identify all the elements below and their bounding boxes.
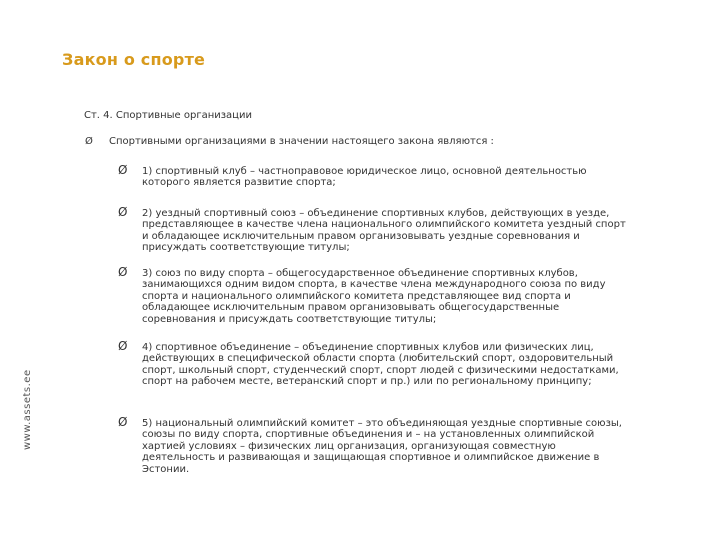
list-item-county-union	[118, 205, 628, 254]
arrow-bullet-icon: Ø	[118, 265, 128, 279]
list-item-olympic-committee	[118, 415, 628, 475]
page-title: Закон о спорте	[62, 50, 206, 69]
arrow-bullet-icon: Ø	[118, 339, 128, 353]
list-item-text: 4) спортивное объединение – объединение спортивных клубов или физических лиц, действующих в специфической области спорта (любительский спорт, оздоровительный спорт, школьный спорт, студенческий спорт, спорт людей с физическими недостатками, спорт на рабочем месте, ветеранский спорт и пр.) или по региональному принципу;	[142, 342, 619, 388]
arrow-bullet-icon: Ø	[118, 415, 128, 429]
list-item-text: 3) союз по виду спорта – общегосударственное объединение спортивных клубов, занимающихся одним видом спорта, в качестве члена международного союза по виду спорта и национального олимпийского комитета представляющее вид спорта и обладающее исключительным правом организовывать общегосударственные соревнования и присуждать соответствующие титулы;	[142, 268, 606, 325]
arrow-bullet-icon: Ø	[118, 205, 128, 219]
arrow-bullet-icon: Ø	[85, 136, 93, 147]
list-item-text: 2) уездный спортивный союз – объединение спортивных клубов, действующих в уезде, представляющее в качестве члена национального олимпийского комитета уездный спорт и обладающее исключительным правом организовывать уездные соревнования и присуждать соответствующие титулы;	[142, 208, 626, 254]
intro-text: Спортивными организациями в значении настоящего закона являются :	[109, 136, 494, 147]
list-item-text: 1) спортивный клуб – частноправовое юридическое лицо, основной деятельностью которого является развитие спорта;	[142, 166, 587, 189]
list-item-text: 5) национальный олимпийский комитет – это объединяющая уездные спортивные союзы, союзы по виду спорта, спортивные объединения и – на установленных олимпийской хартией условиях – физических лиц организация, организующая совместную деятельность и развивающая и защищающая спортивное и олимпийское движение в Эстонии.	[142, 418, 622, 475]
arrow-bullet-icon: Ø	[118, 163, 128, 177]
list-item-sport-union	[118, 265, 628, 325]
intro-paragraph	[85, 136, 605, 147]
section-heading: Ст. 4. Спортивные организации	[84, 110, 252, 121]
list-item-sport-club	[118, 163, 628, 189]
side-url-watermark: www.assets.ee	[22, 369, 33, 450]
list-item-sport-association	[118, 339, 628, 388]
